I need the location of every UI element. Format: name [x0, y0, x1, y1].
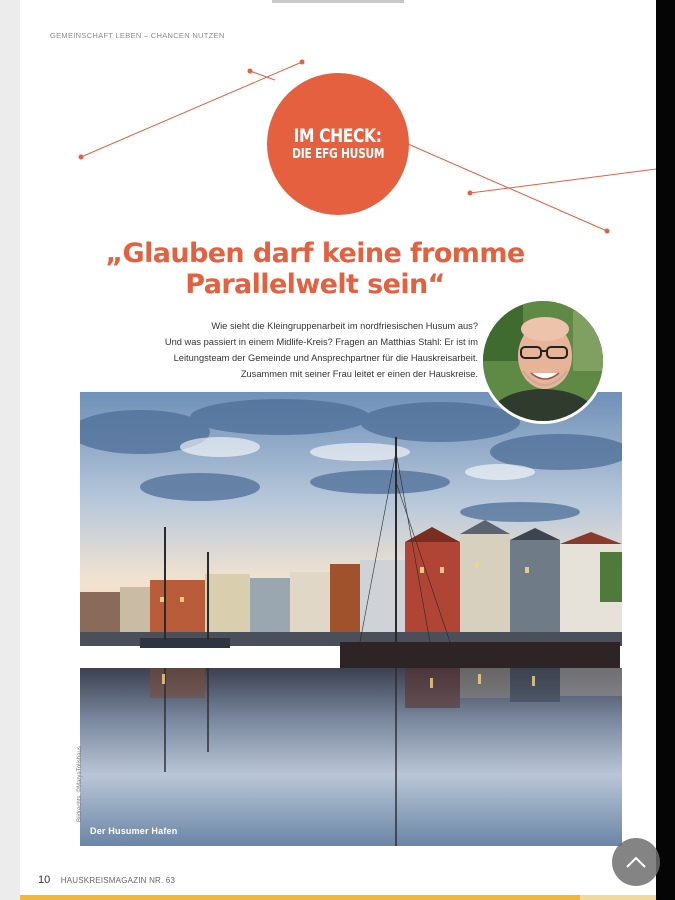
intro-line-1: Wie sieht die Kleingruppenarbeit im nordfriesischen Husum aus? — [211, 321, 478, 331]
footer-bar-light — [580, 895, 656, 900]
headline-line-2: Parallelwelt sein“ — [185, 269, 445, 300]
photo-caption: Der Husumer Hafen — [90, 826, 178, 836]
badge-subtitle: DIE EFG HUSUM — [291, 147, 385, 162]
footer-bar — [20, 895, 580, 900]
photo-credit: Bildrechts: ©MaryaTollshaus — [77, 746, 83, 822]
intro-line-3: Leitungsteam der Gemeinde und Ansprechpartner für die Hauskreisarbeit. — [173, 353, 478, 363]
portrait-photo — [480, 298, 606, 424]
intro-line-2: Und was passiert in einem Midlife-Kreis? Fragen an Matthias Stahl: Er ist im — [164, 337, 478, 347]
page-number: 10 — [38, 874, 51, 886]
portrait-illustration — [483, 301, 603, 421]
chevron-up-icon — [625, 855, 647, 869]
page-edge-right — [656, 0, 675, 900]
badge-title: IM CHECK: — [294, 125, 382, 147]
harbor-illustration — [80, 392, 622, 846]
page-footer — [38, 874, 175, 886]
running-head: GEMEINSCHAFT LEBEN – CHANCEN NUTZEN — [50, 31, 225, 40]
im-check-badge — [267, 73, 409, 215]
scroll-to-top-button[interactable] — [612, 838, 660, 886]
harbor-photo — [80, 392, 622, 846]
article-intro — [90, 318, 478, 382]
headline-line-1: „Glauben darf keine fromme — [105, 238, 525, 269]
magazine-title: HAUSKREISMAGAZIN NR. 63 — [60, 876, 176, 885]
page-edge-left — [0, 0, 20, 900]
intro-line-4: Zusammen mit seiner Frau leitet er einen der Hauskreise. — [240, 369, 478, 379]
magazine-page — [20, 0, 656, 900]
article-headline — [80, 238, 550, 300]
